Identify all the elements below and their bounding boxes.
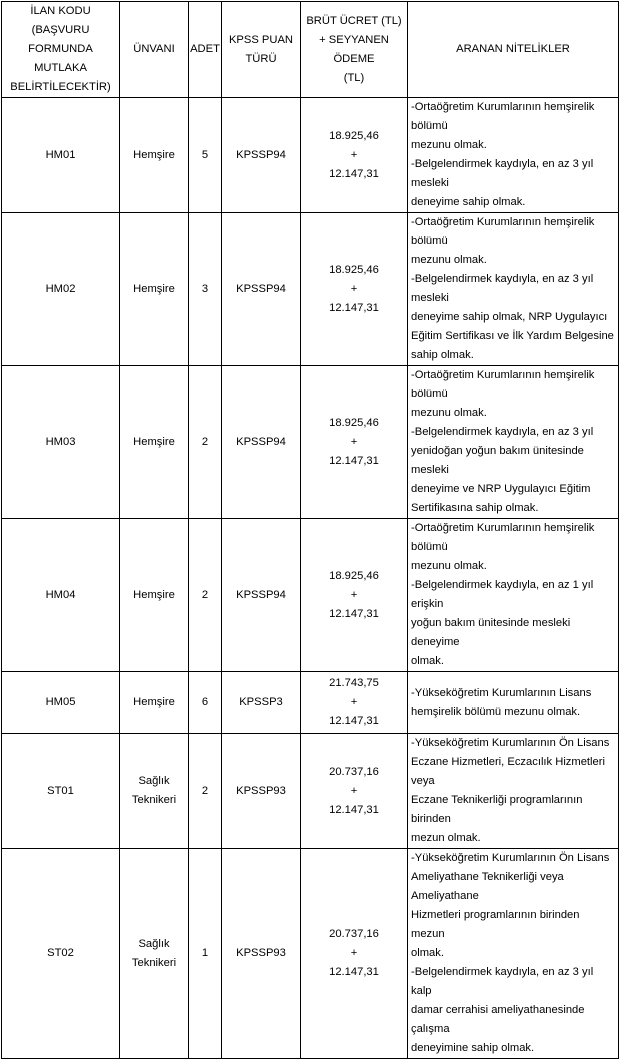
cell-adet: 3 xyxy=(189,213,222,366)
cell-unvani: Hemşire xyxy=(120,366,189,519)
cell-aranan-nitelikler: -Ortaöğretim Kurumlarının hemşirelik bölümü mezunu olmak. -Belgelendirmek kaydıyla, en az 1 yıl erişkin yoğun bakım ünitesinde mesleki deneyime olmak. xyxy=(408,519,619,672)
cell-adet: 2 xyxy=(189,366,222,519)
cell-ilan-kodu: HM03 xyxy=(2,366,120,519)
cell-unvani: Hemşire xyxy=(120,98,189,213)
table-row xyxy=(2,734,619,849)
cell-brut-ucret: 21.743,75 + 12.147,31 xyxy=(301,672,408,734)
header-brut-ucret: BRÜT ÜCRET (TL) + SEYYANEN ÖDEME (TL) xyxy=(301,2,408,98)
header-row xyxy=(2,2,619,98)
cell-kpss-puan-turu: KPSSP93 xyxy=(222,734,301,849)
cell-adet: 2 xyxy=(189,519,222,672)
cell-ilan-kodu: HM05 xyxy=(2,672,120,734)
cell-kpss-puan-turu: KPSSP94 xyxy=(222,98,301,213)
cell-aranan-nitelikler: -Yükseköğretim Kurumlarının Lisans hemşirelik bölümü mezunu olmak. xyxy=(408,672,619,734)
header-aranan-nitelikler: ARANAN NİTELİKLER xyxy=(408,2,619,98)
cell-brut-ucret: 20.737,16 + 12.147,31 xyxy=(301,734,408,849)
cell-aranan-nitelikler: -Ortaöğretim Kurumlarının hemşirelik bölümü mezunu olmak. -Belgelendirmek kaydıyla, en az 3 yıl mesleki deneyime sahip olmak, NRP Uygulayıcı Eğitim Sertifikası ve İlk Yardım Belgesine sahip olmak. xyxy=(408,213,619,366)
table-row xyxy=(2,366,619,519)
header-adet: ADET xyxy=(189,2,222,98)
cell-ilan-kodu: HM02 xyxy=(2,213,120,366)
cell-brut-ucret: 20.737,16 + 12.147,31 xyxy=(301,849,408,1059)
cell-aranan-nitelikler: -Ortaöğretim Kurumlarının hemşirelik bölümü mezunu olmak. -Belgelendirmek kaydıyla, en az 3 yıl mesleki deneyime sahip olmak. xyxy=(408,98,619,213)
cell-adet: 6 xyxy=(189,672,222,734)
cell-adet: 5 xyxy=(189,98,222,213)
table-row xyxy=(2,519,619,672)
cell-adet: 2 xyxy=(189,734,222,849)
job-listing-table xyxy=(1,1,619,1059)
table-row xyxy=(2,98,619,213)
cell-ilan-kodu: ST01 xyxy=(2,734,120,849)
cell-ilan-kodu: HM01 xyxy=(2,98,120,213)
cell-brut-ucret: 18.925,46 + 12.147,31 xyxy=(301,366,408,519)
table-row xyxy=(2,849,619,1059)
header-kpss-puan-turu: KPSS PUAN TÜRÜ xyxy=(222,2,301,98)
cell-unvani: Hemşire xyxy=(120,213,189,366)
table-row xyxy=(2,213,619,366)
cell-kpss-puan-turu: KPSSP3 xyxy=(222,672,301,734)
cell-aranan-nitelikler: -Yükseköğretim Kurumlarının Ön Lisans Eczane Hizmetleri, Eczacılık Hizmetleri veya Eczane Teknikerliği programlarının birinden mezun olmak. xyxy=(408,734,619,849)
header-unvani: ÜNVANI xyxy=(120,2,189,98)
cell-ilan-kodu: ST02 xyxy=(2,849,120,1059)
header-ilan-kodu: İLAN KODU (BAŞVURU FORMUNDA MUTLAKA BELİRTİLECEKTİR) xyxy=(2,2,120,98)
cell-kpss-puan-turu: KPSSP93 xyxy=(222,849,301,1059)
cell-brut-ucret: 18.925,46 + 12.147,31 xyxy=(301,98,408,213)
cell-unvani: Hemşire xyxy=(120,519,189,672)
cell-aranan-nitelikler: -Yükseköğretim Kurumlarının Ön Lisans Ameliyathane Teknikerliği veya Ameliyathane Hizmetleri programlarının birinden mezun olmak. -Belgelendirmek kaydıyla, en az 3 yıl kalp damar cerrahisi ameliyathanesinde çalışma deneyimine sahip olmak. xyxy=(408,849,619,1059)
cell-unvani: Sağlık Teknikeri xyxy=(120,734,189,849)
cell-unvani: Hemşire xyxy=(120,672,189,734)
cell-kpss-puan-turu: KPSSP94 xyxy=(222,519,301,672)
cell-aranan-nitelikler: -Ortaöğretim Kurumlarının hemşirelik bölümü mezunu olmak. -Belgelendirmek kaydıyla, en az 3 yıl yenidoğan yoğun bakım ünitesinde mesleki deneyime ve NRP Uygulayıcı Eğitim Sertifikasına sahip olmak. xyxy=(408,366,619,519)
cell-unvani: Sağlık Teknikeri xyxy=(120,849,189,1059)
cell-brut-ucret: 18.925,46 + 12.147,31 xyxy=(301,519,408,672)
cell-kpss-puan-turu: KPSSP94 xyxy=(222,213,301,366)
table-row xyxy=(2,672,619,734)
cell-kpss-puan-turu: KPSSP94 xyxy=(222,366,301,519)
cell-ilan-kodu: HM04 xyxy=(2,519,120,672)
cell-adet: 1 xyxy=(189,849,222,1059)
cell-brut-ucret: 18.925,46 + 12.147,31 xyxy=(301,213,408,366)
